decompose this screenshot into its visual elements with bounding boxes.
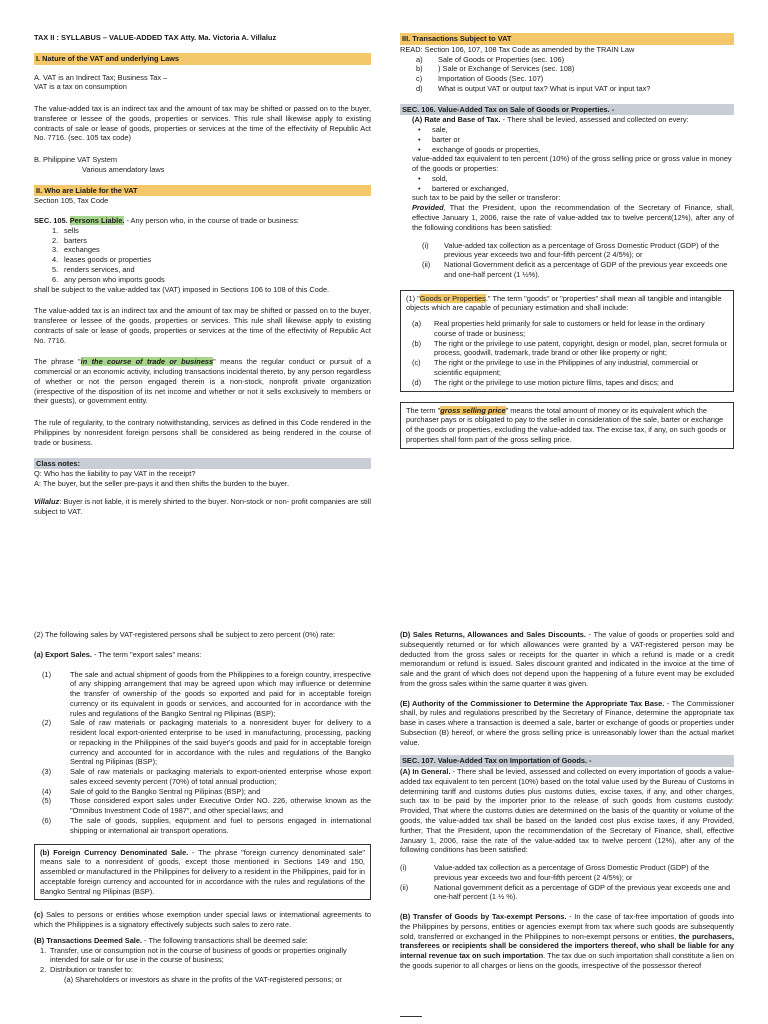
list-item: (ii) National Government deficit as a percentage of GDP of the previous year exceeds one and one-half percent (1 ½%).: [422, 260, 728, 279]
export-sales-list: [34, 670, 371, 836]
list-item: • bartered or exchanged,: [418, 184, 734, 194]
list-item: 3. exchanges: [52, 245, 100, 255]
list-item: (b) The right or the privilege to use patent, copyright, design or model, plan, secret formula or process, goodwill, trademark, trade brand or other like property or right;: [412, 338, 727, 358]
regularity-paragraph: The rule of regularity, to the contrary notwithstanding, services as defined in this Code rendered in the Philippines by nonresident foreign persons shall be considered as being rendered in the course of trade or business.: [34, 418, 371, 447]
section-1-heading: I. Nature of the VAT and underlying Laws: [34, 53, 371, 65]
shareholders-line: (a) Shareholders or investors as share in the profits of the VAT-registered persons; or: [64, 974, 342, 984]
section-3-heading: III. Transactions Subject to VAT: [400, 33, 734, 45]
list-item: 5. renders services, and: [52, 265, 135, 275]
goods-definition-box: [400, 290, 734, 392]
vat-ten-percent-line: value-added tax equivalent to ten percent (10%) of the gross selling price or gross value in money of the goods or properties:: [412, 154, 732, 174]
indirect-tax-paragraph: The value-added tax is an indirect tax and the amount of tax may be shifted or passed on to the buyer, transferee or lessee of the goods, properties or services. This rule shall likewise apply to existing contracts of sale or lease of goods, properties or services at the time of the effectivity of Republic Act No. 7716. (sec. 105 tax code): [34, 104, 371, 143]
list-item: 2. Distribution or transfer to:: [40, 965, 133, 975]
list-item: (2) Sale of raw materials or packaging materials to a nonresident buyer for delivery to a resident local export-oriented enterprise to be used in manufacturing, processing, packing or repacking in the Philippines of the said buyer's goods and paid for in acceptable foreign currency and accounted for in accordance with the rules and regulations of the Bangko Sentral ng Pilipinas (BSP);: [42, 718, 371, 767]
importation-conditions-list: [400, 863, 734, 902]
vat-consumption-line: VAT is a tax on consumption: [34, 82, 127, 92]
list-item: • sale,: [418, 125, 734, 135]
subject-to-vat-line: shall be subject to the value-added tax (VAT) imposed in Sections 106 to 108 of this Code.: [34, 284, 330, 294]
list-item: • sold,: [418, 174, 734, 184]
goods-state-list: [400, 174, 734, 194]
section-105-ref: Section 105, Tax Code: [34, 196, 109, 206]
export-sales-line: (a) Export Sales. - The term "export sales" means:: [34, 649, 202, 659]
list-item: (i) Value-added tax collection as a percentage of Gross Domestic Product (GDP) of the previous year exceeds two and four-fifth percent (2 4/5%); or: [422, 240, 720, 260]
commissioner-authority-paragraph: (E) Authority of the Commissioner to Determine the Appropriate Tax Base. - The Commissioner shall, by rules and regulations prescribed by the Secretary of Finance, determine the appropriate tax base in cases where a transaction is deemed a sale, barter or exchange of goods or properties under Subsection (B) hereof, or where the gross selling price is unreasonably lower than the actual market value.: [400, 698, 735, 747]
sales-returns-paragraph: (D) Sales Returns, Allowances and Sales Discounts. - The value of goods or properties sold and subsequently returned or for which allowances were granted by a VAT-registered person may be deducted from the gross sales or receipts for the quarter in which a refund is made or a credit memorandum or refund is issued. Sales discount granted and indicated in the invoice at the time of sale and the grant of which does not depend upon the happening of a future event may be excluded from the gross sales within the same quarter it was given.: [400, 630, 734, 688]
document-title: TAX II : SYLLABUS – VALUE-ADDED TAX Atty. Ma. Victoria A. Villaluz: [34, 33, 277, 42]
list-item: 1. sells: [52, 225, 79, 235]
rate-and-base-line: (A) Rate and Base of Tax. - There shall be levied, assessed and collected on every:: [412, 115, 689, 125]
indirect-tax-paragraph-2: The value-added tax is an indirect tax and the amount of tax may be shifted or passed on to the buyer, transferee or lessee of the goods, properties or services. This rule shall likewise apply to existing contracts of sale or lease of goods, properties or services at the time of the effectivity of Republic Act No. 7716.: [34, 306, 371, 345]
amendatory-laws-line: Various amendatory laws: [82, 164, 165, 174]
section-2-heading: II. Who are Liable for the VAT: [34, 185, 371, 197]
class-notes-answer: A: The buyer, but the seller pre-pays it and then shifts the burden to the buyer.: [34, 479, 289, 489]
list-item: (5) Those considered export sales under Executive Order NO. 226, otherwise known as the "Omnibus Investment Code of 1987", and other special laws; and: [42, 796, 371, 816]
sale-type-list: [400, 125, 734, 154]
special-laws-paragraph: (c) Sales to persons or entities whose exemption under special laws or international agreements to which the Philippines is a signatory effectively subjects such sales to zero rate.: [34, 910, 371, 930]
list-item: b) ) Sale or Exchange of Services (sec. 108): [416, 64, 575, 74]
sec-107-heading: SEC. 107. Value-Added Tax on Importation of Goods. -: [400, 755, 734, 767]
list-item: 6. any person who imports goods: [52, 274, 165, 284]
goods-inclusions-list: [406, 319, 728, 387]
list-item: d) What is output VAT or output tax? What is input VAT or input tax?: [416, 83, 651, 93]
read-line: READ: Section 106, 107, 108 Tax Code as amended by the TRAIN Law: [400, 44, 635, 54]
sec-106-heading: SEC. 106. Value-Added Tax on Sale of Goods or Properties. -: [400, 104, 734, 116]
list-item: (1) The sale and actual shipment of goods from the Philippines to a foreign country, irrespective of any shipping arrangement that may be agreed upon which may influence or determine the transfer of ownership of the goods so exported and paid for in acceptable foreign currency or its equivalent in goods or services, and accounted for in accordance with the rules and regulations of the Bangko Sentral ng Pilipinas (BSP);: [42, 669, 371, 718]
list-item: (a) Real properties held primarily for sale to customers or held for lease in the ordinary course of trade or business;: [412, 319, 705, 338]
list-item: (d) The right or the privilege to use motion picture films, tapes and discs; and: [412, 377, 674, 387]
conditions-list: [400, 241, 734, 280]
right-bottom-column: [400, 630, 734, 971]
foreign-currency-definition: (b) Foreign Currency Denominated Sale. - The phrase "foreign currency denominated sale" means sale to a nonresident of goods, except those mentioned in Sections 149 and 150, assembled or manufactured in the Philippines for delivery to a resident in the Philippines, paid for in acceptable foreign currency and accounted for in accordance with the rules and regulations of the Bangko Sentral ng Pilipinas (BSP).: [40, 847, 365, 896]
foreign-currency-box: [34, 844, 371, 901]
persons-liable-list: [34, 226, 371, 285]
importation-general-paragraph: (A) In General. - There shall be levied, assessed and collected on every importation of goods a value-added tax equivalent to ten percent (10%) based on the total value used by the Bureau of Customs in determining tariff and customs duties plus customs duties, excise taxes, if any, and other charges, such tax to be paid by the importer prior to the release of such goods from customs custody: Provided, That where the customs duties are determined on the basis of the quantity or volume of the goods, the value-added tax shall be based on the landed cost plus excise taxes, if any Provided, further, That the President, upon the recommendation of the Secretary of Finance, shall, effective January 1, 2006, raise the rate of the value-added tax to twelve percent (12%), after any of the following conditions has been satisfied:: [400, 767, 734, 855]
trade-or-business-paragraph: The phrase "in the course of trade or business" means the regular conduct or pursuit of a commercial or an economic activity, including transactions incidental thereto, by any person regardless of whether or not the person engaged therein is a non-stock, nonprofit private organization (irrespective of the disposition of its net income and whether or not it sells exclusively to members or their guests), or government entity.: [34, 357, 371, 406]
list-item: • barter or: [418, 135, 734, 145]
sec-105-intro: SEC. 105. Persons Liable. - Any person who, in the course of trade or business:: [34, 216, 299, 226]
list-item: (ii) National government deficit as a percentage of GDP of the previous year exceeds one and one-half percent (1 ½ %).: [400, 882, 731, 902]
footer-rule: [400, 1016, 422, 1017]
class-notes-question: Q: Who has the liability to pay VAT in the receipt?: [34, 469, 196, 479]
list-item: • exchange of goods or properties,: [418, 145, 734, 155]
philippine-vat-line: B. Philippine VAT System: [34, 155, 117, 165]
list-item: (c) The right or the privilege to use in the Philippines of any industrial, commercial or scientific equipment;: [412, 358, 699, 377]
list-item: (3) Sale of raw materials or packaging materials to export-oriented enterprise whose export sales exceed seventy percent (70%) of total annual production;: [42, 767, 371, 786]
left-bottom-column: [34, 630, 371, 985]
list-item: 4. leases goods or properties: [52, 255, 152, 265]
villaluz-note: Villaluz: Buyer is not liable, it is merely shirted to the buyer. Non-stock or non- profit companies are still subject to VAT.: [34, 496, 371, 516]
list-item: 2. barters: [52, 235, 88, 245]
gross-selling-price-box: [400, 402, 734, 449]
class-notes-heading: Class notes:: [34, 458, 371, 470]
list-item: (i) Value-added tax collection as a percentage of Gross Domestic Product (GDP) of the previous year exceeds two and four-fifth percent (2 4/5%); or: [400, 863, 710, 882]
transactions-list: [400, 55, 734, 94]
deemed-sale-list: [34, 946, 371, 975]
left-top-column: [34, 33, 371, 516]
zero-rate-line: (2) The following sales by VAT-registered persons shall be subject to zero percent (0%) rate:: [34, 630, 336, 639]
list-item: (4) Sale of gold to the Bangko Sentral ng Pilipinas (BSP); and: [42, 786, 261, 796]
paid-by-line: such tax to be paid by the seller or transferor:: [412, 193, 561, 203]
list-item: 1. Transfer, use or consumption not in the course of business of goods or properties originally intended for sale or for use in the course of business;: [40, 945, 347, 965]
provided-paragraph: Provided, That the President, upon the recommendation of the Secretary of Finance, shall, effective January 1, 2006, raise the rate of value-added tax to twelve percent(12%), after any of the following conditions has been satisfied:: [412, 203, 734, 232]
gross-selling-price-definition: The term "gross selling price" means the total amount of money or its equivalent which the purchaser pays or is obligated to pay to the seller in consideration of the sale, barter or exchange of the goods or properties, excluding the value-added tax. The excise tax, if any, on such goods or properties shall form part of the gross selling price.: [406, 405, 727, 444]
deemed-sale-line: (B) Transactions Deemed Sale. - The following transactions shall be deemed sale:: [34, 935, 308, 945]
tax-exempt-transfer-paragraph: (B) Transfer of Goods by Tax-exempt Persons. - In the case of tax-free importation of goods into the Philippines by persons, entities or agencies exempt from tax where such goods are subsequently sold, transferred or exchanged in the Philippines to non-exempt persons or entities, the purchasers, transferees or recipients shall be considered the importers thereof, who shall be liable for any internal revenue tax on such importation. The tax due on such importation shall constitute a lien on the goods superior to all charges or liens on the goods, irrespective of the possessor thereof: [400, 912, 734, 970]
list-item: (6) The sale of goods, supplies, equipment and fuel to persons engaged in international shipping or international air transport operations.: [42, 816, 371, 835]
list-item: a) Sale of Goods or Properties (sec. 106): [416, 54, 565, 64]
vat-indirect-line: A. VAT is an Indirect Tax; Business Tax –: [34, 72, 168, 82]
list-item: c) Importation of Goods (Sec. 107): [416, 74, 544, 84]
goods-definition: (1) "Goods or Properties." The term "goods" or "properties" shall mean all tangible and intangible objects which are capable of pecuniary estimation and shall include:: [406, 293, 722, 313]
right-top-column: [400, 33, 734, 449]
